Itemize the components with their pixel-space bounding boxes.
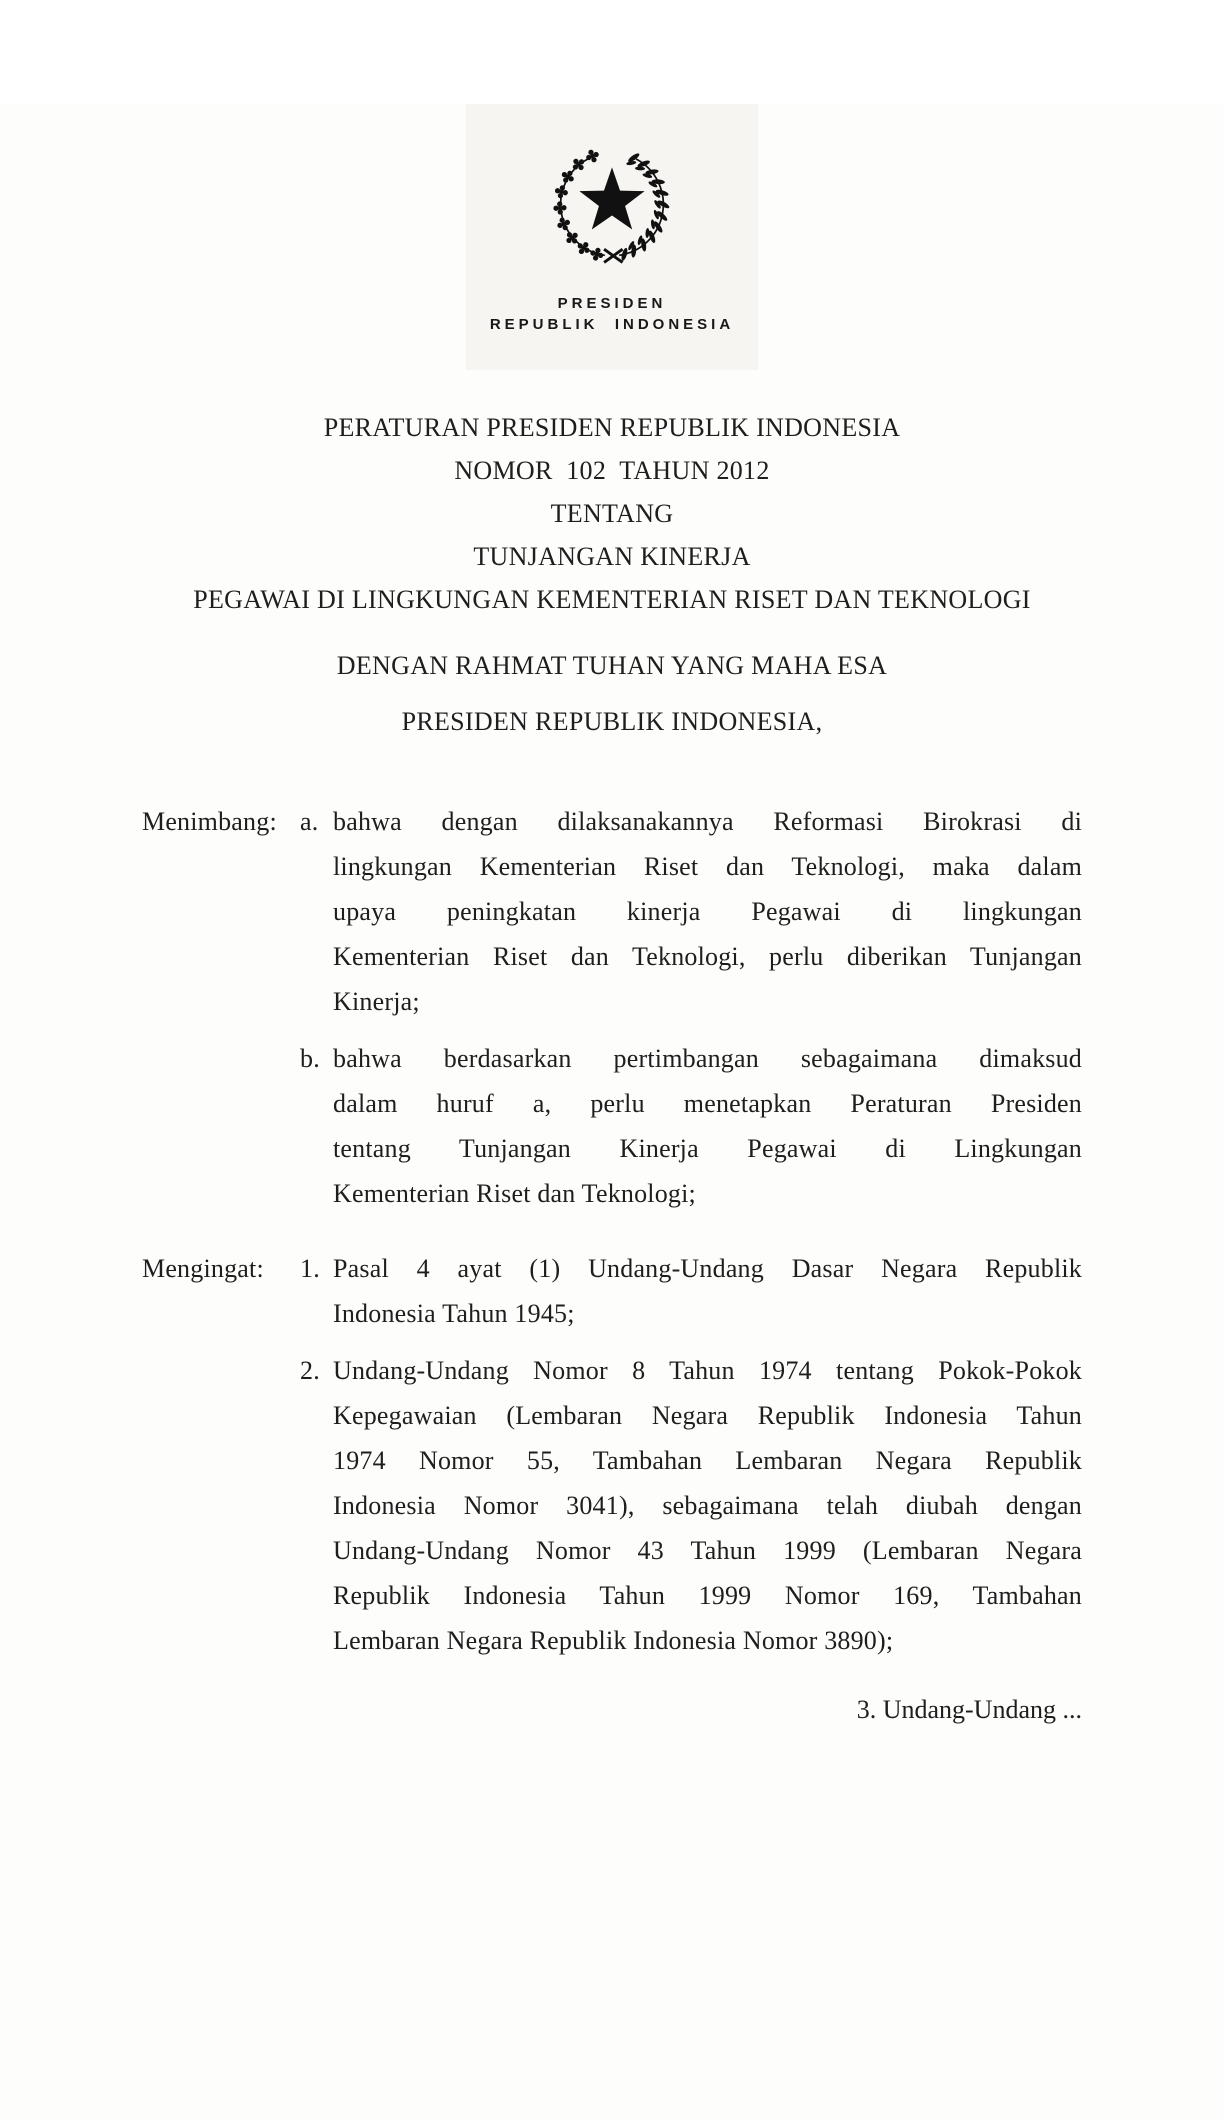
title-line-subject2: PEGAWAI DI LINGKUNGAN KEMENTERIAN RISET DAN TEKNOLOGI bbox=[193, 585, 1031, 614]
text-line: Indonesia Nomor 3041), sebagaimana telah diubah dengan bbox=[333, 1491, 1082, 1520]
star-icon bbox=[579, 167, 644, 229]
wreath-left-icon bbox=[553, 147, 605, 262]
title-line-subject: TUNJANGAN KINERJA bbox=[473, 542, 751, 571]
list-item bbox=[300, 1036, 1082, 1216]
presidential-emblem bbox=[546, 140, 678, 279]
letterhead-line2: REPUBLIK INDONESIA bbox=[489, 316, 735, 333]
letterhead-line1: PRESIDEN bbox=[557, 295, 667, 312]
text-line: Lembaran Negara Republik Indonesia Nomor 3890); bbox=[333, 1626, 894, 1655]
text-line: 1974 Nomor 55, Tambahan Lembaran Negara Republik bbox=[333, 1446, 1082, 1475]
paragraph bbox=[333, 1246, 1082, 1336]
catchword: 3. Undang-Undang ... bbox=[856, 1695, 1082, 1724]
text-line: bahwa berdasarkan pertimbangan sebagaimana dimaksud bbox=[333, 1044, 1082, 1073]
text-line: Republik Indonesia Tahun 1999 Nomor 169, Tambahan bbox=[333, 1581, 1082, 1610]
text-line: bahwa dengan dilaksanakannya Reformasi Birokrasi di bbox=[333, 807, 1082, 836]
title-line-regulation: PERATURAN PRESIDEN REPUBLIK INDONESIA bbox=[323, 413, 901, 442]
text-line: Undang-Undang Nomor 43 Tahun 1999 (Lembaran Negara bbox=[333, 1536, 1082, 1565]
list-item bbox=[300, 1348, 1082, 1663]
text-line: Indonesia Tahun 1945; bbox=[333, 1299, 575, 1328]
clause-mengingat bbox=[142, 1246, 1082, 1663]
text-line: lingkungan Kementerian Riset dan Teknologi, maka dalam bbox=[333, 852, 1082, 881]
list-marker: 1. bbox=[300, 1254, 320, 1283]
wreath-right-icon bbox=[618, 149, 671, 262]
text-line: upaya peningkatan kinerja Pegawai di lingkungan bbox=[333, 897, 1082, 926]
document-page bbox=[0, 104, 1224, 2120]
clauses bbox=[0, 799, 1224, 1663]
list-marker: a. bbox=[300, 807, 319, 836]
text-line: tentang Tunjangan Kinerja Pegawai di Lingkungan bbox=[333, 1134, 1082, 1163]
list-marker: b. bbox=[300, 1044, 320, 1073]
clause-label: Menimbang: bbox=[142, 807, 277, 836]
text-line: Undang-Undang Nomor 8 Tahun 1974 tentang Pokok-Pokok bbox=[333, 1356, 1082, 1385]
letterhead bbox=[466, 104, 758, 370]
clause-items bbox=[300, 1246, 1082, 1663]
text-line: dalam huruf a, perlu menetapkan Peraturan Presiden bbox=[333, 1089, 1082, 1118]
issuer-line: PRESIDEN REPUBLIK INDONESIA, bbox=[401, 707, 823, 736]
text-line: Kementerian Riset dan Teknologi; bbox=[333, 1179, 696, 1208]
document-title bbox=[0, 406, 1224, 621]
title-line-tentang: TENTANG bbox=[550, 499, 674, 528]
clause-label: Mengingat: bbox=[142, 1254, 264, 1283]
text-line: Kementerian Riset dan Teknologi, perlu diberikan Tunjangan bbox=[333, 942, 1082, 971]
paragraph bbox=[333, 1036, 1082, 1216]
paragraph bbox=[333, 799, 1082, 1024]
title-line-number: NOMOR 102 TAHUN 2012 bbox=[454, 456, 770, 485]
clause-menimbang bbox=[142, 799, 1082, 1216]
text-line: Kinerja; bbox=[333, 987, 420, 1016]
star-wreath-icon bbox=[546, 140, 678, 274]
paragraph bbox=[333, 1348, 1082, 1663]
text-line: Pasal 4 ayat (1) Undang-Undang Dasar Negara Republik bbox=[333, 1254, 1082, 1283]
clause-items bbox=[300, 799, 1082, 1216]
list-marker: 2. bbox=[300, 1356, 320, 1385]
text-line: Kepegawaian (Lembaran Negara Republik Indonesia Tahun bbox=[333, 1401, 1082, 1430]
list-item bbox=[300, 799, 1082, 1024]
invocation-line: DENGAN RAHMAT TUHAN YANG MAHA ESA bbox=[336, 651, 888, 680]
list-item bbox=[300, 1246, 1082, 1336]
